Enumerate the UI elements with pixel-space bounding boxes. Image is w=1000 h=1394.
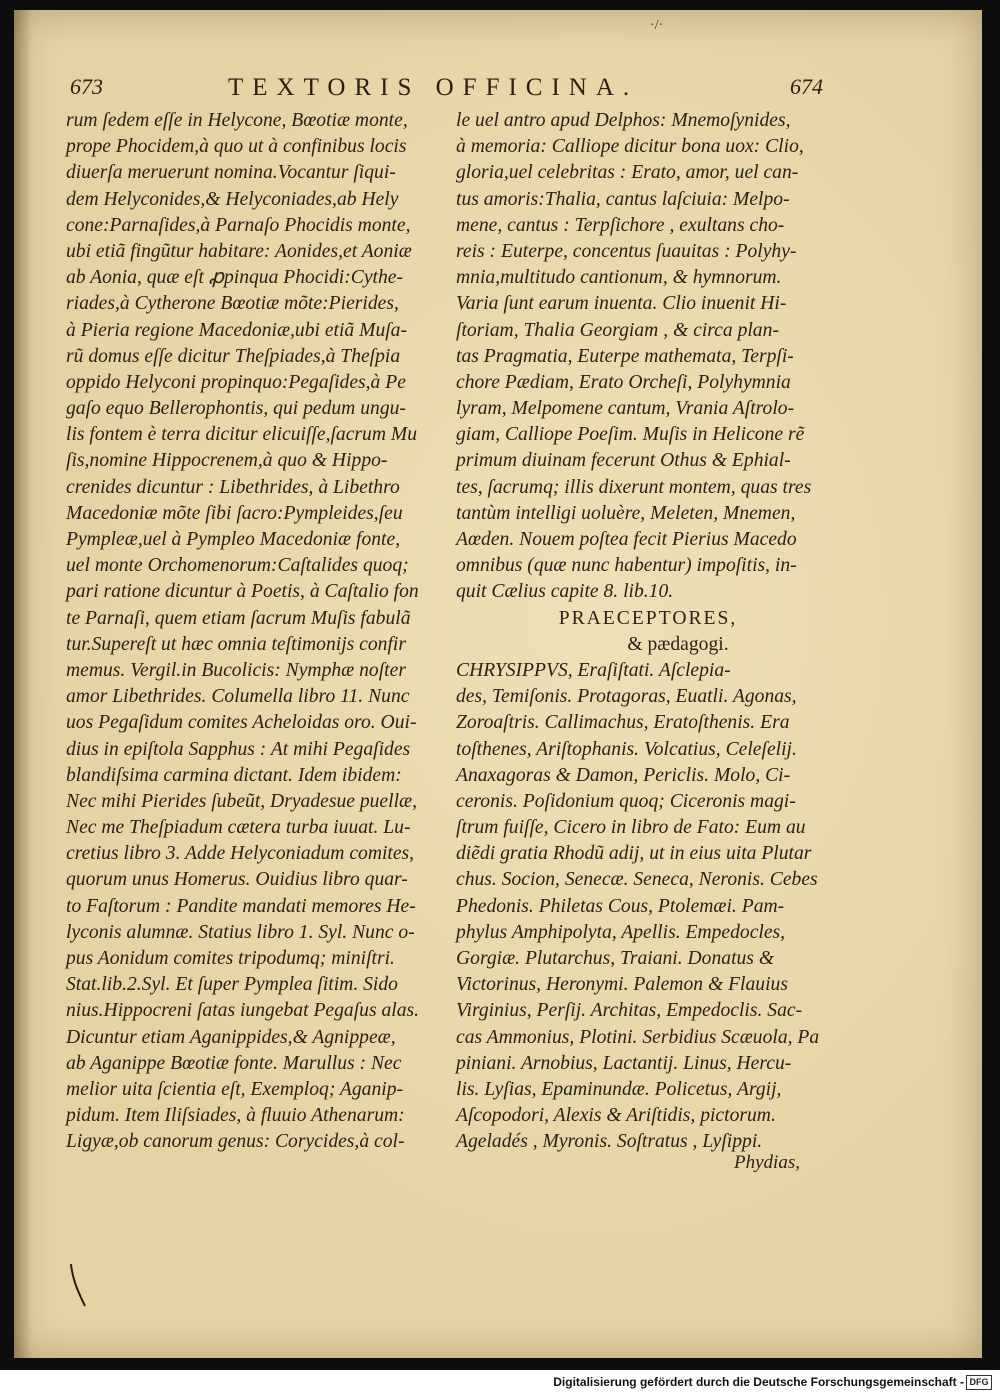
- text-line: pus Aonidum comites tripodumq; miniſtri.: [66, 948, 395, 969]
- text-line: ſis,nomine Hippocrenem,à quo & Hippo-: [66, 450, 388, 472]
- text-line: lyram, Melpomene cantum, Vrania Aſtrolo-: [456, 398, 795, 420]
- text-line: Aſcopodori, Alexis & Ariſtidis, pictorum.: [456, 1105, 776, 1127]
- digitization-credit: Digitalisierung gefördert durch die Deutsche Forschungsgemeinschaft -: [553, 1375, 964, 1389]
- text-line: des, Temiſonis. Protagoras, Euatli. Agonas,: [456, 686, 797, 708]
- text-line: Ageladés , Myronis. Soſtratus , Lyſippi.: [456, 1131, 763, 1153]
- text-line: Macedoniæ mõte ſibi ſacro:Pympleides,ſeu: [66, 502, 403, 524]
- text-line: chus. Socion, Senecæ. Seneca, Neronis. Cebes: [456, 869, 818, 891]
- text-line: rum ſedem eſſe in Helycone, Bœotiæ monte,: [66, 110, 408, 131]
- text-line: giam, Calliope Poeſim. Muſis in Helicone rẽ: [456, 424, 805, 446]
- text-line: Aœden. Nouem poſtea fecit Pierius Macedo: [456, 529, 797, 550]
- text-line: ceronis. Poſidonium quoq; Ciceronis magi-: [456, 790, 796, 812]
- text-line: blandiſsima carmina dictant. Idem ibidem:: [66, 764, 402, 786]
- text-line: uos Pegaſidum comites Acheloidas oro. Oui-: [66, 712, 417, 734]
- text-line: pidum. Item Iliſsiades, à fluuio Athenarum:: [66, 1105, 405, 1127]
- text-line: ab Aganippe Bœotiæ fonte. Marullus : Nec: [66, 1052, 402, 1074]
- text-line: tantùm intelligi uoluère, Meleten, Mnemen,: [456, 502, 796, 524]
- folio-number-left: 673: [70, 74, 103, 99]
- text-line: omnibus (quæ nunc habentur) impoſitis, in-: [456, 555, 797, 577]
- text-line: Varia ſunt earum inuenta. Clio inuenit Hi-: [456, 293, 787, 315]
- text-line: Nec mihi Pierides ſubeũt, Dryadesue puellæ,: [66, 790, 417, 812]
- text-line: memus. Vergil.in Bucolicis: Nymphæ noſter: [66, 659, 406, 681]
- text-line: ubi etiã fingũtur habitare: Aonides,et Aoniæ: [66, 240, 412, 262]
- text-line: Zoroaſtris. Callimachus, Eratoſthenis. Era: [456, 712, 790, 734]
- text-line: mnia,multitudo cantionum, & hymnorum.: [456, 267, 782, 289]
- text-line: lis fontem è terra dicitur elicuiſſe,ſacrum Mu: [66, 424, 417, 446]
- text-column-left: [66, 108, 446, 1156]
- text-line: ſtrum fuiſſe, Cicero in libro de Fato: Eum au: [456, 817, 806, 839]
- catchword: Phydias,: [734, 1152, 800, 1173]
- text-line: CHRYSIPPVS, Eraſiſtati. Aſclepia-: [456, 659, 731, 681]
- text-line: Gorgiæ. Plutarchus, Traiani. Donatus &: [456, 948, 775, 969]
- text-line: tus amoris:Thalia, cantus laſciuia: Melpo-: [456, 188, 790, 210]
- text-line: pari ratione dicuntur à Poetis, à Caſtalio fon: [66, 581, 419, 603]
- text-line: tes, ſacrumq; illis dixerunt montem, quas tres: [456, 476, 812, 498]
- text-line: mene, cantus : Terpſichore , exultans cho-: [456, 214, 785, 236]
- text-line: cretius libro 3. Adde Helyconiadum comites,: [66, 843, 415, 865]
- text-line: cone:Parnaſides,à Parnaſo Phocidis monte,: [66, 214, 411, 236]
- text-line: riades,à Cytherone Bœotiæ mõte:Pierides,: [66, 293, 399, 315]
- text-line: dius in epiſtola Sapphus : At mihi Pegaſides: [66, 738, 411, 760]
- text-line: le uel antro apud Delphos: Mnemoſynides,: [456, 110, 791, 131]
- text-line: diuerſa meruerunt nomina.Vocantur ſiqui-: [66, 162, 396, 184]
- text-line: Anaxagoras & Damon, Periclis. Molo, Ci-: [456, 764, 791, 786]
- text-line: Stat.lib.2.Syl. Et ſuper Pympleа ſitim. Sido: [66, 974, 398, 996]
- text-line: toſthenes, Ariſtophanis. Volcatius, Celeſelij.: [456, 738, 797, 760]
- text-line: tas Pragmatia, Euterpe mathemata, Terpſi-: [456, 345, 794, 367]
- running-title: TEXTORIS OFFICINA.: [228, 74, 639, 101]
- text-line: to Faſtorum : Pandite mandati memores He-: [66, 895, 416, 917]
- top-page-mark: ·/·: [650, 18, 664, 33]
- text-line: primum diuinam fecerunt Othus & Ephial-: [456, 450, 791, 472]
- text-line: gaſo equo Bellerophontis, qui pedum ungu-: [66, 398, 406, 420]
- text-line: chore Pædiam, Erato Orcheſi, Polyhymnia: [456, 371, 791, 393]
- text-line: & pædagogi.: [627, 633, 729, 655]
- page-gutter-shadow: [14, 10, 32, 1358]
- text-line: amor Libethrides. Columella libro 11. Nunc: [66, 686, 410, 708]
- text-line: ab Aonia, quæ eſt ꝓpinqua Phocidi:Cythe-: [66, 267, 403, 289]
- text-line: prope Phocidem,à quo ut à confinibus locis: [66, 136, 407, 158]
- text-line: diẽdi gratia Rhodũ adij, ut in eius uita Plutar: [456, 843, 812, 865]
- text-line: gloria,uel celebritas : Erato, amor, uel can-: [456, 162, 799, 184]
- dfg-logo: DFG: [966, 1375, 992, 1390]
- text-line: dem Helyconides,& Helyconiades,ab Hely: [66, 188, 399, 210]
- text-line: Victorinus, Heronymi. Palemon & Flauius: [456, 974, 788, 996]
- margin-pen-mark: [68, 1262, 88, 1308]
- text-line: Nec me Theſpiadum cætera turba iuuat. Lu-: [66, 817, 411, 839]
- text-line: quit Cælius capite 8. lib.10.: [456, 581, 674, 603]
- text-line: quorum unus Homerus. Ouidius libro quar-: [66, 869, 408, 891]
- text-column-right: [456, 108, 840, 1156]
- folio-number-right: 674: [790, 74, 823, 99]
- text-line: ſtoriam, Thalia Georgiam , & circa plan-: [456, 319, 779, 341]
- text-line: PRAECEPTORES,: [558, 607, 738, 629]
- text-line: à memoria: Calliope dicitur bona uox: Clio,: [456, 136, 804, 158]
- text-line: tur.Supereſt ut hæc omnia teſtimonijs confir: [66, 633, 406, 655]
- text-line: phylus Amphipolyta, Apellis. Empedocles,: [456, 921, 786, 943]
- text-line: Virginius, Perſij. Architas, Empedoclis. Sac-: [456, 1000, 803, 1022]
- text-line: crenides dicuntur : Libethrides, à Libethro: [66, 476, 400, 498]
- text-line: rũ domus eſſe dicitur Theſpiades,à Theſpia: [66, 345, 401, 367]
- text-line: Pympleæ,uel à Pympleo Macedoniæ fonte,: [66, 529, 401, 550]
- text-line: reis : Euterpe, concentus ſuauitas : Polyhy-: [456, 240, 797, 262]
- text-line: à Pieria regione Macedoniæ,ubi etiã Muſa-: [66, 319, 408, 341]
- text-line: lis. Lyſias, Epaminundæ. Policetus, Argij,: [456, 1078, 782, 1100]
- text-line: piniani. Arnobius, Lactantij. Linus, Hercu-: [456, 1052, 792, 1074]
- text-line: Phedonis. Philetas Cous, Ptolemæi. Pam-: [456, 895, 785, 917]
- text-line: melior uita ſcientia eſt, Exemploq; Aganip-: [66, 1078, 404, 1100]
- text-line: cas Ammonius, Plotini. Serbidius Scæuola, Pa: [456, 1026, 820, 1048]
- text-line: uel monte Orchomenorum:Caſtalides quoq;: [66, 555, 409, 577]
- text-line: Dicuntur etiam Aganippides,& Agnippeæ,: [66, 1026, 396, 1048]
- text-line: Ligyæ,ob canorum genus: Corycides,à col-: [66, 1131, 405, 1153]
- text-line: oppido Helyconi propinquo:Pegaſides,à Pe: [66, 371, 406, 393]
- text-line: lyconis alumnæ. Statius libro 1. Syl. Nunc o-: [66, 921, 415, 943]
- text-line: te Parnaſi, quem etiam ſacrum Muſis fabulã: [66, 607, 411, 629]
- text-line: nius.Hippocreni ſatas iungebat Pegaſus alas.: [66, 1000, 420, 1022]
